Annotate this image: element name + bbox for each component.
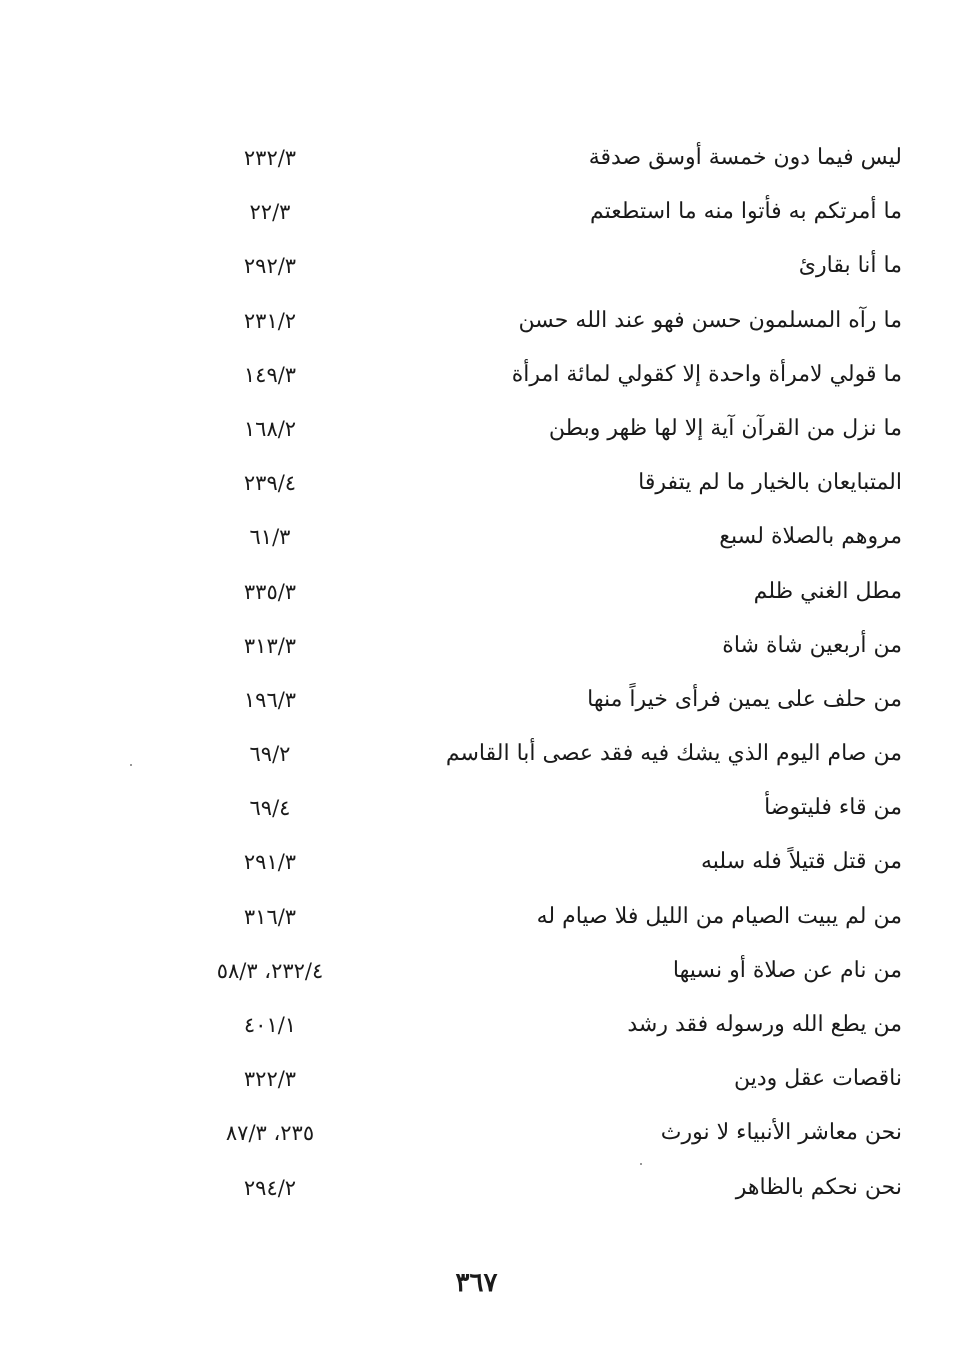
page-number: ٣٦٧ — [455, 1268, 498, 1298]
index-entry — [120, 456, 910, 510]
hadith-text: المتبايعان بالخيار ما لم يتفرقا — [638, 470, 902, 496]
volume-page-reference: ٢٩٤/٢ — [243, 1175, 297, 1200]
volume-page-reference: ٢٢/٣ — [249, 200, 291, 225]
volume-page-reference: ٢٩١/٣ — [243, 850, 297, 875]
hadith-text: ما نزل من القرآن آية إلا لها ظهر وبطن — [548, 415, 902, 441]
index-entry — [120, 727, 910, 781]
index-entry — [120, 294, 910, 348]
hadith-text: من يطع الله ورسوله فقد رشد — [627, 1012, 902, 1037]
hadith-text: ناقصات عقل ودين — [733, 1066, 902, 1092]
hadith-text: ما رآه المسلمون حسن فهو عند الله حسن — [518, 307, 902, 333]
hadith-text: من أربعين شاة شاة — [722, 632, 902, 658]
volume-page-reference: ١٦٨/٢ — [243, 416, 297, 441]
index-entry — [120, 1106, 910, 1160]
index-entry — [120, 890, 910, 944]
hadith-text: مروهم بالصلاة لسبع — [719, 524, 902, 550]
hadith-text: ليس فيما دون خمسة أوسق صدقة — [588, 145, 902, 170]
volume-page-reference: ٢٣٢/٤، ٥٨/٣ — [216, 958, 324, 983]
index-entry — [120, 835, 910, 889]
volume-page-reference: ٦٩/٤ — [249, 796, 291, 821]
index-entry — [120, 565, 910, 619]
index-entry — [120, 781, 910, 835]
hadith-text: من حلف على يمين فرأى خيراً منها — [587, 686, 902, 712]
index-entry — [120, 944, 910, 998]
volume-page-reference: ٢٣٥، ٨٧/٣ — [225, 1121, 315, 1146]
index-entry — [120, 185, 910, 239]
hadith-text: نحن معاشر الأنبياء لا نورث — [660, 1120, 902, 1146]
volume-page-reference: ٦١/٣ — [249, 525, 291, 550]
volume-page-reference: ٢٩٢/٣ — [243, 254, 297, 279]
index-entry — [120, 998, 910, 1052]
volume-page-reference: ٢٣٢/٣ — [243, 146, 297, 170]
index-entry — [120, 348, 910, 402]
hadith-text: مطل الغني ظلم — [753, 578, 902, 604]
volume-page-reference: ٤٠١/١ — [243, 1013, 297, 1037]
index-entry — [120, 239, 910, 293]
hadith-text: ما أمرتكم به فأتوا منه ما استطعتم — [590, 199, 902, 225]
volume-page-reference: ٣١٦/٣ — [243, 904, 297, 929]
volume-page-reference: ٣٢٢/٣ — [243, 1067, 297, 1092]
hadith-text: ما قولي لامرأة واحدة إلا كقولي لمائة امرأة — [511, 361, 902, 387]
volume-page-reference: ٢٣١/٢ — [243, 308, 297, 333]
volume-page-reference: ٣٣٥/٣ — [243, 579, 297, 604]
volume-page-reference: ١٩٦/٣ — [243, 687, 297, 712]
hadith-text: من صام اليوم الذي يشك فيه فقد عصى أبا القاسم — [445, 741, 902, 767]
index-entry — [120, 402, 910, 456]
scan-speck — [640, 1163, 642, 1165]
volume-page-reference: ٣١٣/٣ — [243, 633, 297, 658]
hadith-text: من لم يبيت الصيام من الليل فلا صيام له — [536, 903, 902, 929]
index-entry — [120, 1052, 910, 1106]
index-entry — [120, 510, 910, 564]
index-entry — [120, 619, 910, 673]
hadith-text: من نام عن صلاة أو نسيها — [672, 957, 902, 983]
scan-speck — [130, 764, 132, 766]
hadith-text: نحن نحكم بالظاهر — [735, 1174, 902, 1200]
hadith-text: ما أنا بقارئ — [798, 253, 902, 279]
volume-page-reference: ٦٩/٢ — [249, 742, 291, 767]
index-entry — [120, 1161, 910, 1215]
index-entry — [120, 673, 910, 727]
volume-page-reference: ٢٣٩/٤ — [243, 471, 297, 496]
hadith-index-list — [120, 131, 910, 1215]
volume-page-reference: ١٤٩/٣ — [243, 362, 297, 387]
index-entry — [120, 131, 910, 185]
hadith-text: من قاء فليتوضأ — [764, 795, 902, 821]
hadith-text: من قتل قتيلاً فله سلبه — [701, 849, 902, 875]
